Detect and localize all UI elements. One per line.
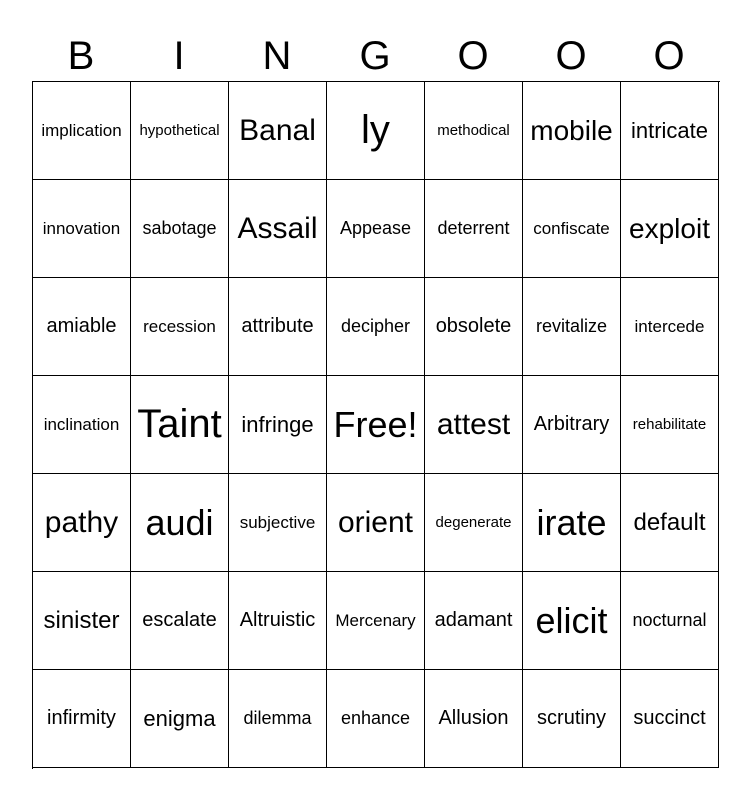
bingo-cell[interactable]: revitalize <box>523 278 621 376</box>
header-letter-o1: O <box>457 34 489 78</box>
bingo-cell[interactable]: deterrent <box>425 180 523 278</box>
bingo-cell[interactable]: degenerate <box>425 474 523 572</box>
bingo-cell[interactable]: Allusion <box>425 670 523 768</box>
bingo-cell[interactable]: escalate <box>131 572 229 670</box>
bingo-cell[interactable]: sinister <box>33 572 131 670</box>
bingo-cell[interactable]: attest <box>425 376 523 474</box>
bingo-board <box>32 81 720 769</box>
bingo-cell[interactable]: audi <box>131 474 229 572</box>
bingo-cell[interactable]: methodical <box>425 82 523 180</box>
bingo-cell[interactable]: implication <box>33 82 131 180</box>
bingo-cell[interactable]: Assail <box>229 180 327 278</box>
bingo-cell[interactable]: Banal <box>229 82 327 180</box>
bingo-cell[interactable]: innovation <box>33 180 131 278</box>
header-letter-b: B <box>67 34 95 78</box>
bingo-cell[interactable]: hypothetical <box>131 82 229 180</box>
bingo-cell[interactable]: obsolete <box>425 278 523 376</box>
bingo-cell[interactable]: intercede <box>621 278 719 376</box>
bingo-cell[interactable]: dilemma <box>229 670 327 768</box>
bingo-cell[interactable]: irate <box>523 474 621 572</box>
bingo-cell[interactable]: confiscate <box>523 180 621 278</box>
bingo-cell[interactable]: rehabilitate <box>621 376 719 474</box>
bingo-cell[interactable]: mobile <box>523 82 621 180</box>
bingo-cell[interactable]: default <box>621 474 719 572</box>
bingo-cell[interactable]: amiable <box>33 278 131 376</box>
bingo-cell[interactable]: Arbitrary <box>523 376 621 474</box>
header-letter-i: I <box>173 34 185 78</box>
bingo-cell[interactable]: pathy <box>33 474 131 572</box>
header-letter-o3: O <box>653 34 685 78</box>
bingo-cell[interactable]: elicit <box>523 572 621 670</box>
bingo-cell[interactable]: Altruistic <box>229 572 327 670</box>
bingo-cell[interactable]: infirmity <box>33 670 131 768</box>
bingo-cell[interactable]: succinct <box>621 670 719 768</box>
bingo-cell[interactable]: intricate <box>621 82 719 180</box>
bingo-cell[interactable]: enhance <box>327 670 425 768</box>
bingo-cell[interactable]: inclination <box>33 376 131 474</box>
bingo-cell[interactable]: ly <box>327 82 425 180</box>
bingo-cell[interactable]: attribute <box>229 278 327 376</box>
header-letter-o2: O <box>555 34 587 78</box>
bingo-cell[interactable]: scrutiny <box>523 670 621 768</box>
bingo-cell[interactable]: enigma <box>131 670 229 768</box>
bingo-cell[interactable]: Mercenary <box>327 572 425 670</box>
bingo-cell[interactable]: nocturnal <box>621 572 719 670</box>
bingo-cell[interactable]: decipher <box>327 278 425 376</box>
free-space[interactable]: Free! <box>327 376 425 474</box>
bingo-cell[interactable]: Appease <box>327 180 425 278</box>
bingo-cell[interactable]: recession <box>131 278 229 376</box>
bingo-cell[interactable]: exploit <box>621 180 719 278</box>
header-letter-n: N <box>262 34 292 78</box>
bingo-cell[interactable]: Taint <box>131 376 229 474</box>
bingo-cell[interactable]: sabotage <box>131 180 229 278</box>
bingo-header <box>32 30 720 82</box>
bingo-cell[interactable]: subjective <box>229 474 327 572</box>
bingo-cell[interactable]: orient <box>327 474 425 572</box>
header-letter-g: G <box>359 34 391 78</box>
bingo-cell[interactable]: adamant <box>425 572 523 670</box>
bingo-cell[interactable]: infringe <box>229 376 327 474</box>
